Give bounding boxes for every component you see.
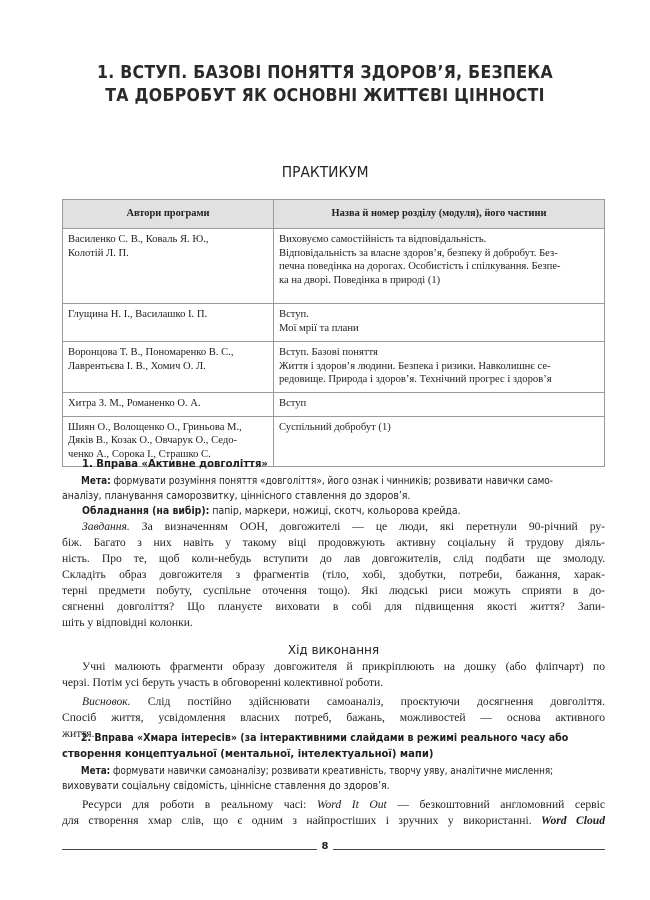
resources-text: для створення хмар слів, що є одним з найпростіших і зручних у використанні.: [62, 814, 542, 827]
authors-line: Лаврентьєва І. В., Хомич О. Л.: [68, 360, 206, 372]
chapter-title: [0, 62, 650, 108]
conclusion-text: Слід постійно здійснювати самоаналіз, проєктуючи досягнення довголіття.: [130, 695, 605, 708]
goal-line: [62, 489, 605, 504]
sections-cell: [274, 392, 605, 416]
resources-line: [62, 813, 605, 829]
exercise-2-heading: [62, 730, 575, 746]
chapter-title-line-2: ТА ДОБРОБУТ ЯК ОСНОВНІ ЖИТТЄВІ ЦІННОСТІ: [105, 86, 545, 106]
sections-line: Життя і здоров’я людини. Безпека і ризики. Навколишнє се-: [279, 360, 551, 372]
table-row: [63, 392, 605, 416]
authors-line: Колотій Л. П.: [68, 247, 129, 259]
sections-line: ка на дворі. Поведінка в природі (1): [279, 274, 441, 286]
sections-cell: [274, 229, 605, 304]
exercise-2-heading-line: 2. Вправа «Хмара інтересів» (за інтерактивними слайдами в режимі реального часу або: [80, 731, 569, 744]
task-line: терні предмети побуту, суспільне оточення тощо). Які людські риси можуть сприяти в до-: [62, 584, 605, 597]
resources-text: — безкоштовний англомовний сервіс: [386, 798, 605, 811]
exercise-2-resources: [62, 797, 605, 829]
resource-name: Word Cloud: [541, 814, 605, 827]
equipment-text: папір, маркери, ножиці, скотч, кольорова крейда.: [209, 505, 461, 517]
authors-line: Дяків В., Козак О., Овчарук О., Седо-: [68, 435, 238, 446]
programs-table: [62, 199, 605, 467]
authors-cell: [63, 342, 274, 393]
task-line: [62, 519, 605, 535]
conclusion-line: життя.: [62, 727, 95, 740]
section-subtitle: [0, 163, 650, 181]
equipment-label: Обладнання (на вибір):: [82, 505, 210, 517]
exercise-1-progress: [62, 659, 605, 691]
goal-line: [62, 474, 579, 489]
authors-cell: [63, 304, 274, 342]
conclusion-label: Висновок.: [82, 695, 131, 708]
exercise-1-goal: [62, 474, 605, 504]
task-line: шіть у відповідні колонки.: [62, 616, 193, 629]
authors-line: ченко А., Сорока І., Страшко С.: [68, 448, 211, 460]
task-line: Складіть образ довгожителя з фрагментів (тіло, хобі, здобутки, потреби, бажання, харак-: [62, 568, 605, 581]
table-row: [63, 229, 605, 304]
goal-label: Мета:: [81, 475, 111, 487]
sections-cell: [274, 342, 605, 393]
resources-text: Ресурси для роботи в реальному часі:: [82, 798, 317, 811]
exercise-2-goal: [62, 764, 605, 794]
goal-text: виховувати соціальну свідомість, ціннісне ставлення до здоров’я.: [62, 780, 390, 792]
sections-cell: [274, 304, 605, 342]
progress-line: Учні малюють фрагменти образу довгожителя й прикріплюють на дошку (або фліпчарт) по: [82, 660, 605, 673]
authors-line: Глущина Н. І., Василашко І. П.: [68, 309, 208, 320]
task-text: За визначенням ООН, довгожителі — це люди, які перетнули 90-річний ру-: [129, 520, 605, 533]
table-header-row: [63, 200, 605, 229]
authors-line: Шиян О., Волощенко О., Гриньова М.,: [68, 421, 242, 433]
sections-line: Суспільний добробут (1): [279, 421, 391, 433]
goal-line: [62, 779, 605, 794]
goal-text: формувати розуміння поняття «довголіття», його ознак і чинників; розвивати навички само-: [110, 475, 553, 487]
exercise-1-task: [62, 519, 605, 631]
sections-line: Вступ: [279, 397, 307, 409]
authors-line: Воронцова Т. В., Пономаренко В. С.,: [68, 347, 234, 358]
chapter-title-line-1: 1. ВСТУП. БАЗОВІ ПОНЯТТЯ ЗДОРОВ’Я, БЕЗПЕКА: [96, 63, 554, 83]
page-number: 8: [321, 841, 329, 852]
goal-text: аналізу, планування саморозвитку, ціннісного ставлення до здоров’я.: [62, 490, 411, 502]
sections-line: Вступ. Базові поняття: [279, 347, 378, 358]
sections-line: печна поведінка на дорогах. Особистість і спілкування. Безпе-: [279, 261, 561, 272]
exercise-1-heading-suffix: »: [261, 457, 268, 470]
exercise-2-heading: [62, 746, 605, 762]
goal-text: формувати навички самоаналізу; розвивати креативність, творчу уяву, аналітичне мислення;: [110, 765, 554, 777]
sections-line: Виховуємо самостійність та відповідальність.: [279, 234, 487, 245]
sections-line: Мої мрії та плани: [279, 322, 359, 334]
resources-line: [62, 797, 605, 813]
exercise-1-equipment: [62, 504, 605, 519]
table-row: [63, 304, 605, 342]
progress-heading: Хід виконання: [287, 643, 380, 657]
authors-cell: [63, 392, 274, 416]
task-line: сягненні довголіття? Що плануєте виховати в собі для підвищення якості життя? Запи-: [62, 600, 605, 613]
table-row: [63, 342, 605, 393]
task-line: ність. Про те, щоб коли-небудь вступити до лав довгожителів, слід подбати ще змолоду.: [62, 552, 605, 565]
goal-line: [62, 764, 574, 779]
exercise-1: [62, 456, 605, 742]
column-header-authors: Автори програми: [63, 200, 274, 229]
task-line: біж. Багато з них навіть у такому віці продовжують активну соціальну й трудову діяль-: [62, 536, 605, 549]
progress-line: черзі. Потім усі беруть участь в обговоренні колективної роботи.: [62, 676, 384, 689]
section-subtitle-text: ПРАКТИКУМ: [281, 163, 369, 181]
resource-name: Word It Out: [316, 798, 387, 811]
sections-line: Відповідальність за власне здоров’я, безпеку й добробут. Без-: [279, 247, 558, 259]
sections-line: редовище. Природа і здоров’я. Технічний прогрес і здоров’я: [279, 374, 552, 385]
exercise-2-heading-line: створення концептуальної (ментальної, інтелектуальної) мапи): [62, 747, 434, 760]
task-label: Завдання.: [82, 520, 130, 533]
column-header-sections: Назва й номер розділу (модуля), його частини: [274, 200, 605, 229]
authors-line: Василенко С. В., Коваль Я. Ю.,: [68, 234, 209, 245]
authors-line: Хитра З. М., Романенко О. А.: [68, 397, 201, 409]
exercise-1-heading-name: Активне довголіття: [147, 457, 262, 470]
authors-cell: [63, 229, 274, 304]
conclusion-line: [62, 694, 605, 710]
goal-label: Мета:: [80, 765, 111, 777]
conclusion-line: Спосіб життя, усвідомлення власних потреб, бажань, можливостей — основа активного: [62, 711, 605, 724]
exercise-2: [62, 730, 605, 829]
exercise-1-heading: [62, 456, 605, 472]
exercise-1-heading-prefix: 1. Вправа «: [82, 457, 148, 470]
sections-line: Вступ.: [279, 309, 309, 320]
